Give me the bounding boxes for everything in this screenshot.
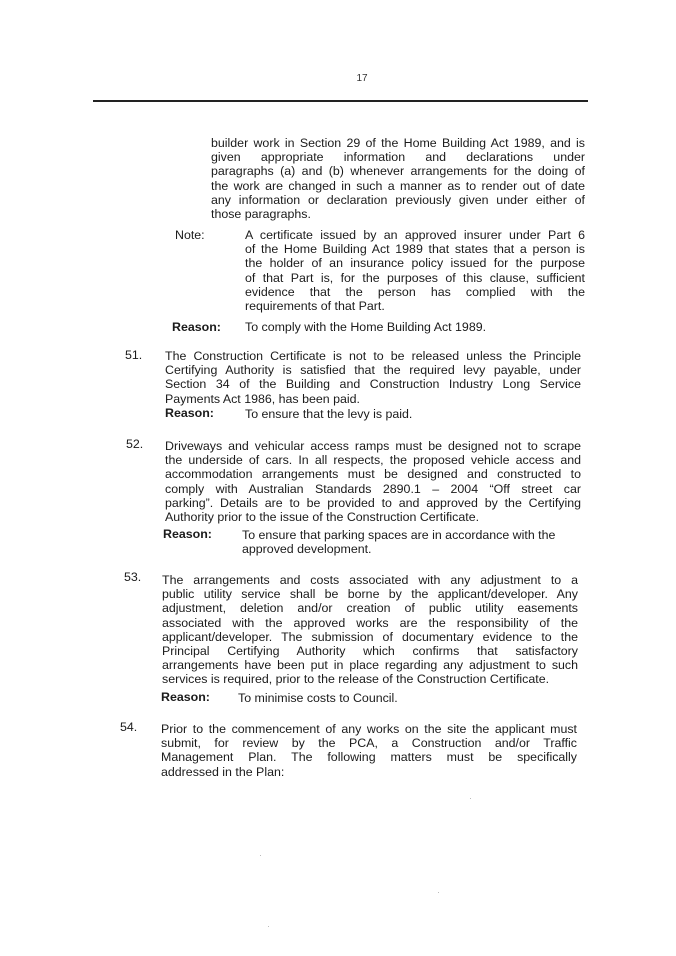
paragraph-line: given appropriate information and declarations under <box>211 150 585 165</box>
reason-line: approved development. <box>242 542 372 557</box>
condition-line: accommodation arrangements must be designed and constructed to <box>165 467 581 482</box>
condition-number: 51. <box>125 348 143 362</box>
condition-text <box>161 722 577 779</box>
reason-line: To ensure that parking spaces are in accordance with the <box>242 528 556 542</box>
reason-text: To minimise costs to Council. <box>238 691 398 705</box>
note-line: of the Home Building Act 1989 that states that a person is <box>245 242 585 257</box>
reason-label: Reason: <box>165 406 214 420</box>
note-line: A certificate issued by an approved insurer under Part 6 <box>245 228 585 242</box>
condition-line: parking”. Details are to be provided to and approved by the Certifying <box>165 495 581 510</box>
condition-line: Certifying Authority is satisfied that the required levy payable, under <box>165 363 581 378</box>
condition-line: arrangements have been put in place regarding any adjustment to such <box>162 658 578 673</box>
header-rule <box>93 100 588 102</box>
condition-line: Section 34 of the Building and Construction Industry Long Service <box>165 377 581 392</box>
condition-line: submit, for review by the PCA, a Construction and/or Traffic <box>161 736 577 751</box>
reason-label: Reason: <box>163 527 212 541</box>
note-label: Note: <box>175 228 205 242</box>
condition-line: Prior to the commencement of any works on the site the applicant must <box>161 722 577 736</box>
condition-text <box>162 573 578 687</box>
condition-line: The arrangements and costs associated with any adjustment to a <box>162 573 578 587</box>
condition-line: Driveways and vehicular access ramps must be designed not to scrape <box>165 439 581 453</box>
condition-number: 52. <box>126 437 144 451</box>
condition-line: applicant/developer. The submission of documentary evidence to the <box>162 629 578 644</box>
note-line: the holder of an insurance policy issued for the purpose <box>245 256 585 271</box>
scan-speck <box>438 892 439 893</box>
condition-line: public utility service shall be borne by the applicant/developer. Any <box>162 587 578 602</box>
note-line: of that Part is, for the purposes of this clause, sufficient <box>245 270 585 285</box>
condition-line: Authority prior to the issue of the Construction Certificate. <box>165 510 480 525</box>
condition-number: 53. <box>124 570 142 584</box>
condition-line: services is required, prior to the release of the Construction Certificate. <box>162 672 550 687</box>
scan-speck <box>260 855 261 856</box>
condition-number: 54. <box>120 720 138 734</box>
condition-text <box>165 349 581 406</box>
paragraph-line: the work are changed in such a manner as to render out of date <box>211 178 585 193</box>
condition-line: Management Plan. The following matters must be specifically <box>161 750 577 765</box>
condition-line: Payments Act 1986, has been paid. <box>165 391 360 406</box>
condition-line: addressed in the Plan: <box>161 764 285 779</box>
page-number: 17 <box>356 73 368 84</box>
paragraph-line: any information or declaration previously given under either of <box>211 192 585 207</box>
condition-line: The Construction Certificate is not to be released unless the Principle <box>165 349 581 363</box>
scan-speck <box>268 926 269 927</box>
condition-text <box>165 439 581 524</box>
paragraph-line: paragraphs (a) and (b) whenever arrangements for the doing of <box>211 164 585 179</box>
condition-line: the underside of cars. In all respects, the proposed vehicle access and <box>165 453 581 468</box>
scan-speck <box>470 798 471 799</box>
reason-text: To ensure that the levy is paid. <box>245 407 413 421</box>
continued-paragraph <box>211 136 585 221</box>
reason-text <box>242 528 582 556</box>
note-text <box>245 228 585 313</box>
paragraph-line: those paragraphs. <box>211 207 311 222</box>
note-line: evidence that the person has complied with the <box>245 284 585 299</box>
condition-line: comply with Australian Standards 2890.1 – 2004 “Off street car <box>165 481 581 496</box>
reason-label: Reason: <box>161 690 210 704</box>
condition-line: associated with the approved works are the responsibility of the <box>162 615 578 630</box>
condition-line: adjustment, deletion and/or creation of public utility easements <box>162 601 578 616</box>
reason-text: To comply with the Home Building Act 1989. <box>245 320 487 334</box>
reason-label: Reason: <box>172 320 221 334</box>
condition-line: Principal Certifying Authority which confirms that satisfactory <box>162 644 578 659</box>
note-line: requirements of that Part. <box>245 299 385 314</box>
paragraph-line: builder work in Section 29 of the Home Building Act 1989, and is <box>211 136 585 150</box>
